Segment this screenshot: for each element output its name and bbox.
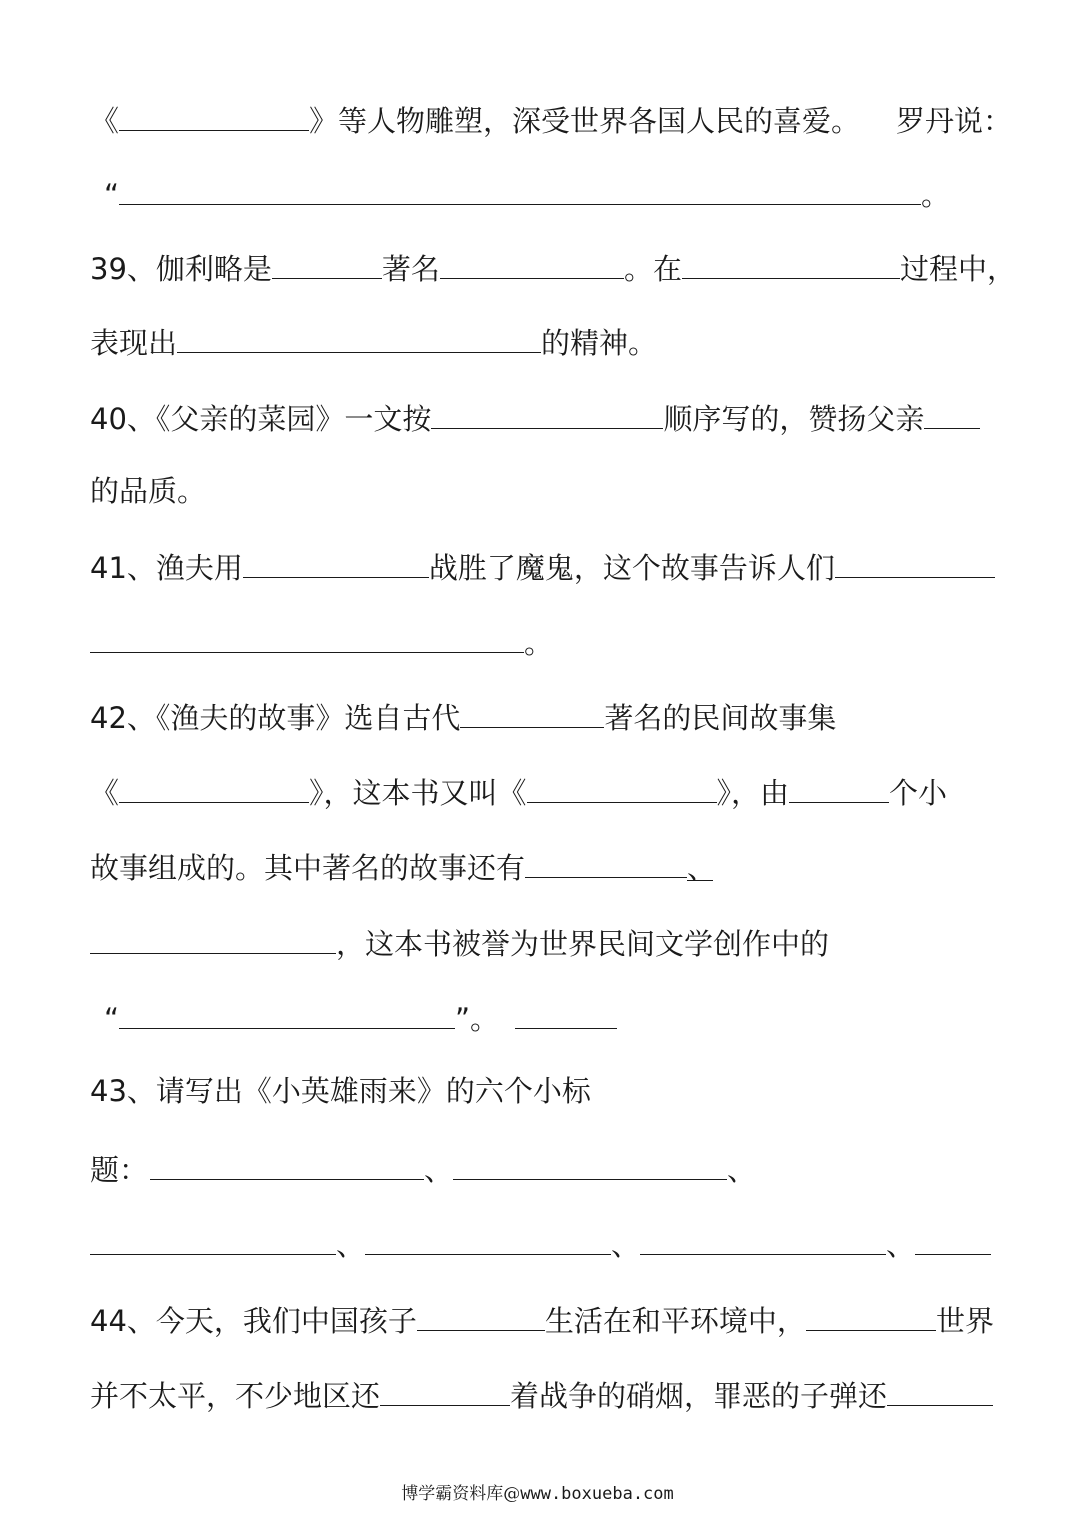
answer-blank[interactable] [417, 1298, 545, 1331]
text: 著名 [381, 252, 440, 286]
text: 、 [886, 1228, 916, 1262]
line-2 [90, 172, 1000, 212]
question-number: 42、 [90, 701, 156, 735]
watermark-url: www.boxueba.com [520, 1484, 674, 1504]
text: 个小 [889, 776, 948, 810]
question-44 [90, 1298, 1000, 1338]
question-42 [90, 695, 1000, 735]
answer-blank[interactable] [527, 770, 717, 803]
watermark-text: 博学霸资料库@ [401, 1484, 521, 1504]
text: 》等人物雕塑，深受世界各国人民的喜爱。 [309, 104, 861, 138]
answer-blank[interactable] [90, 921, 336, 954]
text: 故事组成的。其中著名的故事还有 [90, 851, 526, 885]
question-40 [90, 396, 1000, 436]
text: 、 [611, 1228, 641, 1262]
text: 、 [336, 1228, 366, 1262]
text: 伽利略是 [155, 252, 272, 286]
text: 并不太平，不少地区还 [90, 1379, 381, 1413]
watermark [0, 1482, 1075, 1506]
answer-blank[interactable] [150, 1147, 424, 1180]
answer-blank[interactable] [453, 1147, 727, 1180]
answer-blank[interactable] [119, 98, 309, 131]
question-number: 40、 [90, 402, 156, 436]
text: 《 [90, 104, 120, 138]
answer-blank[interactable] [90, 1222, 336, 1255]
text: 、 [424, 1153, 454, 1187]
line-1 [90, 98, 1013, 138]
answer-blank[interactable] [119, 172, 921, 205]
text: 过程中， [899, 252, 1016, 286]
question-42-line-4 [90, 921, 1000, 961]
answer-blank[interactable] [272, 246, 382, 279]
answer-blank[interactable] [915, 1222, 991, 1255]
text: 今天，我们中国孩子 [155, 1304, 417, 1338]
text: 。 [921, 178, 951, 212]
question-42-line-3 [90, 845, 1000, 885]
answer-blank[interactable] [682, 246, 900, 279]
answer-blank[interactable] [525, 845, 687, 878]
question-40-cont [90, 471, 1000, 511]
text: 、 [727, 1153, 757, 1187]
text: 罗丹说： [896, 104, 1013, 138]
question-41-cont [90, 620, 1000, 660]
answer-blank[interactable] [90, 620, 524, 653]
answer-blank[interactable] [640, 1222, 886, 1255]
text: 生活在和平环境中， [544, 1304, 806, 1338]
question-42-line-2 [90, 770, 1000, 810]
text: 世界 [935, 1304, 994, 1338]
question-number: 39、 [90, 252, 156, 286]
text: 著名的民间故事集 [604, 701, 837, 735]
question-number: 41、 [90, 551, 156, 585]
text: 着战争的硝烟，罪恶的子弹还 [510, 1379, 888, 1413]
text: 渔夫用 [155, 551, 243, 585]
answer-blank[interactable] [440, 246, 624, 279]
answer-blank[interactable] [365, 1222, 611, 1255]
question-42-line-5 [90, 996, 1000, 1036]
text: 《渔夫的故事》选自古代 [155, 701, 461, 735]
answer-blank[interactable] [431, 396, 663, 429]
answer-blank[interactable] [806, 1298, 936, 1331]
question-43 [90, 1071, 1000, 1111]
text: 。在 [623, 252, 682, 286]
text: 题： [90, 1153, 149, 1187]
question-44-cont [90, 1373, 1000, 1413]
text: 。 [524, 626, 554, 660]
answer-blank[interactable] [835, 545, 995, 578]
answer-blank[interactable] [380, 1373, 510, 1406]
text: 》，由 [716, 776, 790, 810]
text: 的精神。 [541, 326, 658, 360]
question-43-line-2 [90, 1147, 1000, 1187]
text: 《 [90, 776, 120, 810]
text: “ [104, 1002, 120, 1036]
answer-blank[interactable] [460, 695, 604, 728]
answer-blank[interactable] [789, 770, 889, 803]
text: 顺序写的，赞扬父亲 [663, 402, 925, 436]
text: 》，这本书又叫《 [309, 776, 527, 810]
text: 《父亲的菜园》一文按 [155, 402, 432, 436]
text: ，这本书被誉为世界民间文学创作中的 [336, 927, 830, 961]
answer-blank[interactable] [119, 770, 309, 803]
text: 的品质。 [90, 474, 207, 508]
answer-blank[interactable] [243, 545, 429, 578]
question-41 [90, 545, 1000, 585]
answer-blank[interactable] [687, 848, 717, 885]
question-number: 44、 [90, 1304, 156, 1338]
question-39-cont [90, 320, 1000, 360]
question-number: 43、 [90, 1074, 156, 1108]
text: 战胜了魔鬼，这个故事告诉人们 [428, 551, 835, 585]
question-43-line-3 [90, 1222, 1000, 1262]
answer-blank[interactable] [119, 996, 455, 1029]
answer-blank[interactable] [887, 1373, 993, 1406]
text: 表现出 [90, 326, 178, 360]
question-39 [90, 246, 1016, 286]
answer-blank[interactable] [177, 320, 541, 353]
text: 请写出《小英雄雨来》的六个小标 [155, 1074, 591, 1108]
text: “ [104, 178, 120, 212]
text: 、 [687, 851, 717, 885]
answer-blank[interactable] [515, 996, 617, 1029]
answer-blank[interactable] [924, 396, 980, 429]
text: ”。 [455, 1002, 500, 1036]
